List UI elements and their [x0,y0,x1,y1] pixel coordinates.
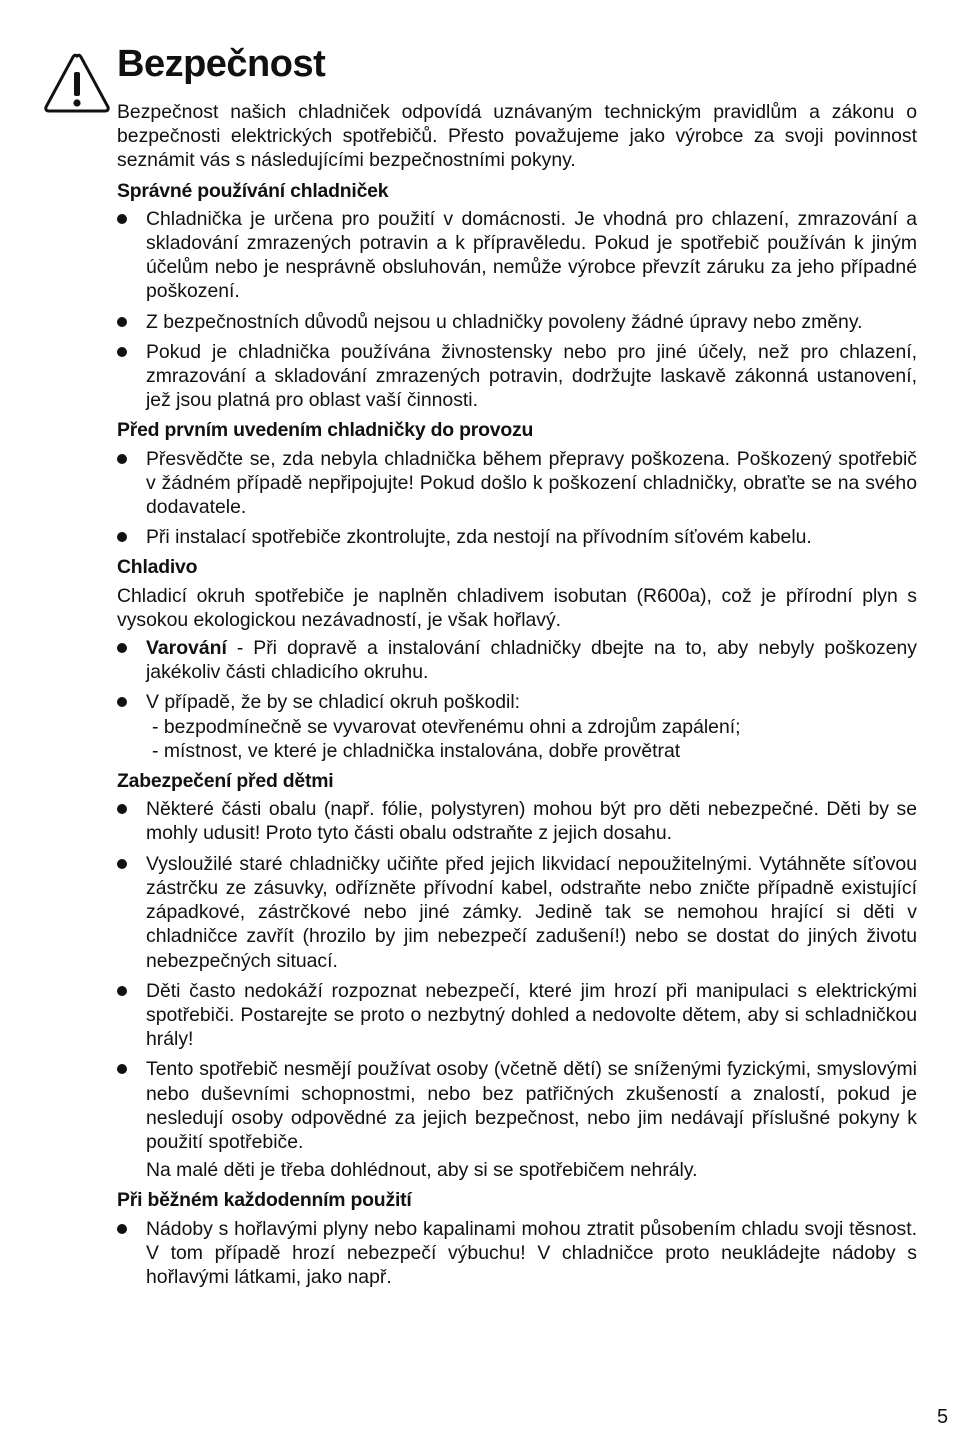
warning-triangle-icon [43,52,111,114]
first-use-list [117,447,917,550]
list-item [117,636,917,684]
section-heading-child-safety: Zabezpečení před dětmi [117,770,334,793]
list-item-text: Tento spotřebič nesmějí používat osoby (včetně dětí) se sníženými fyzickými, smyslovými nebo duševními schopnostmi, nebo bez patřičných zkušeností a znalostí, pokud je nesledují osoby odpovědné za jejich bezpečnost, nebo jim nedávají příslušné pokyny k použití spotřebiče. [146,1058,917,1153]
list-item-text: V případě, že by se chladicí okruh poškodil: [146,691,521,714]
daily-use-list [117,1217,917,1290]
refrigerant-paragraph: Chladicí okruh spotřebiče je naplněn chladivem isobutan (R600a), což je přírodní plyn s vysokou ekologickou nezávadností, je však hořlavý. [117,584,917,631]
list-item: Z bezpečnostních důvodů nejsou u chladničky povoleny žádné úpravy nebo změny. [117,310,917,334]
list-item: Některé části obalu (např. fólie, polystyren) mohou být pro děti nebezpečné. Děti by se mohly udusit! Proto tyto části obalu odstraňte z jejich dosahu. [117,797,917,845]
list-item: Přesvědčte se, zda nebyla chladnička během přepravy poškozena. Poškozený spotřebič v žádném případě nepřipojujte! Pokud došlo k poškození chladničky, obraťte se na svého dodavatele. [117,447,917,520]
document-body [117,100,917,1295]
usage-list [117,207,917,413]
section-heading-refrigerant: Chladivo [117,556,198,579]
section-heading-daily-use: Při běžném každodenním použití [117,1189,412,1212]
list-item: Nádoby s hořlavými plyny nebo kapalinami mohou ztratit působením chladu svoji těsnost. V tom případě hrozí nebezpečí výbuchu! V chladničce proto neukládejte nádoby s hořlavými látkami, jako např. [117,1217,917,1290]
list-item: Vysloužilé staré chladničky učiňte před jejich likvidací nepoužitelnými. Vytáhněte síťovou zástrčku ze zásuvky, odřízněte přívodní kabel, odstraňte nebo zničte případně existující západkové, zástrčkové nebo jiné zámky. Jedině tak se nemohou hrající si děti v chladničce zavřít (hrozilo by jim nebezpečí zadušení!) nebo se dostat do jiných životu nebezpečných situací. [117,852,917,973]
sub-item: - bezpodmínečně se vyvarovat otevřenému ohni a zdrojům zapálení; [152,715,741,738]
sub-item: - místnost, ve které je chladnička instalována, dobře provětrat [152,739,681,762]
section-heading-usage: Správné používání chladniček [117,179,389,202]
list-item [117,690,917,763]
warning-label: Varování [146,637,227,660]
list-item [117,1057,917,1182]
child-safety-list [117,797,917,1182]
section-heading-first-use: Před prvním uvedením chladničky do provozu [117,419,534,442]
page-number: 5 [937,1406,949,1428]
warning-text: - Při dopravě a instalování chladničky dbejte na to, aby nebyly poškozeny jakékoliv části chladicího okruhu. [146,637,917,684]
refrigerant-list [117,636,917,763]
supervision-note: Na malé děti je třeba dohlédnout, aby si se spotřebičem nehrály. [146,1159,698,1182]
page-title: Bezpečnost [117,43,326,85]
list-item: Při instalací spotřebiče zkontrolujte, zda nestojí na přívodním síťovém kabelu. [117,525,917,549]
list-item: Chladnička je určena pro použití v domácnosti. Je vhodná pro chlazení, zmrazování a skladování zmrazených potravin a k přípravěledu. Pokud je spotřebič používán k jiným účelům nebo je nesprávně obsluhován, nemůže výrobce převzít záruku za jeho případné poškození. [117,207,917,304]
intro-paragraph: Bezpečnost našich chladniček odpovídá uznávaným technickým pravidlům a zákonu o bezpečnosti elektrických spotřebičů. Přesto považujeme jako výrobce za svoji povinnost seznámit vás s následujícími bezpečnostními pokyny. [117,101,917,172]
list-item: Pokud je chladnička používána živnostensky nebo pro jiné účely, než pro chlazení, zmrazování a skladování zmrazených potravin, dodržujte laskavě zákonná ustanovení, jež jsou platná pro oblast vaší činnosti. [117,340,917,413]
list-item: Děti často nedokáží rozpoznat nebezpečí, které jim hrozí při manipulaci s elektrickými spotřebiči. Postarejte se proto o nezbytný dohled a nedovolte dětem, aby si schladničkou hrály! [117,979,917,1052]
